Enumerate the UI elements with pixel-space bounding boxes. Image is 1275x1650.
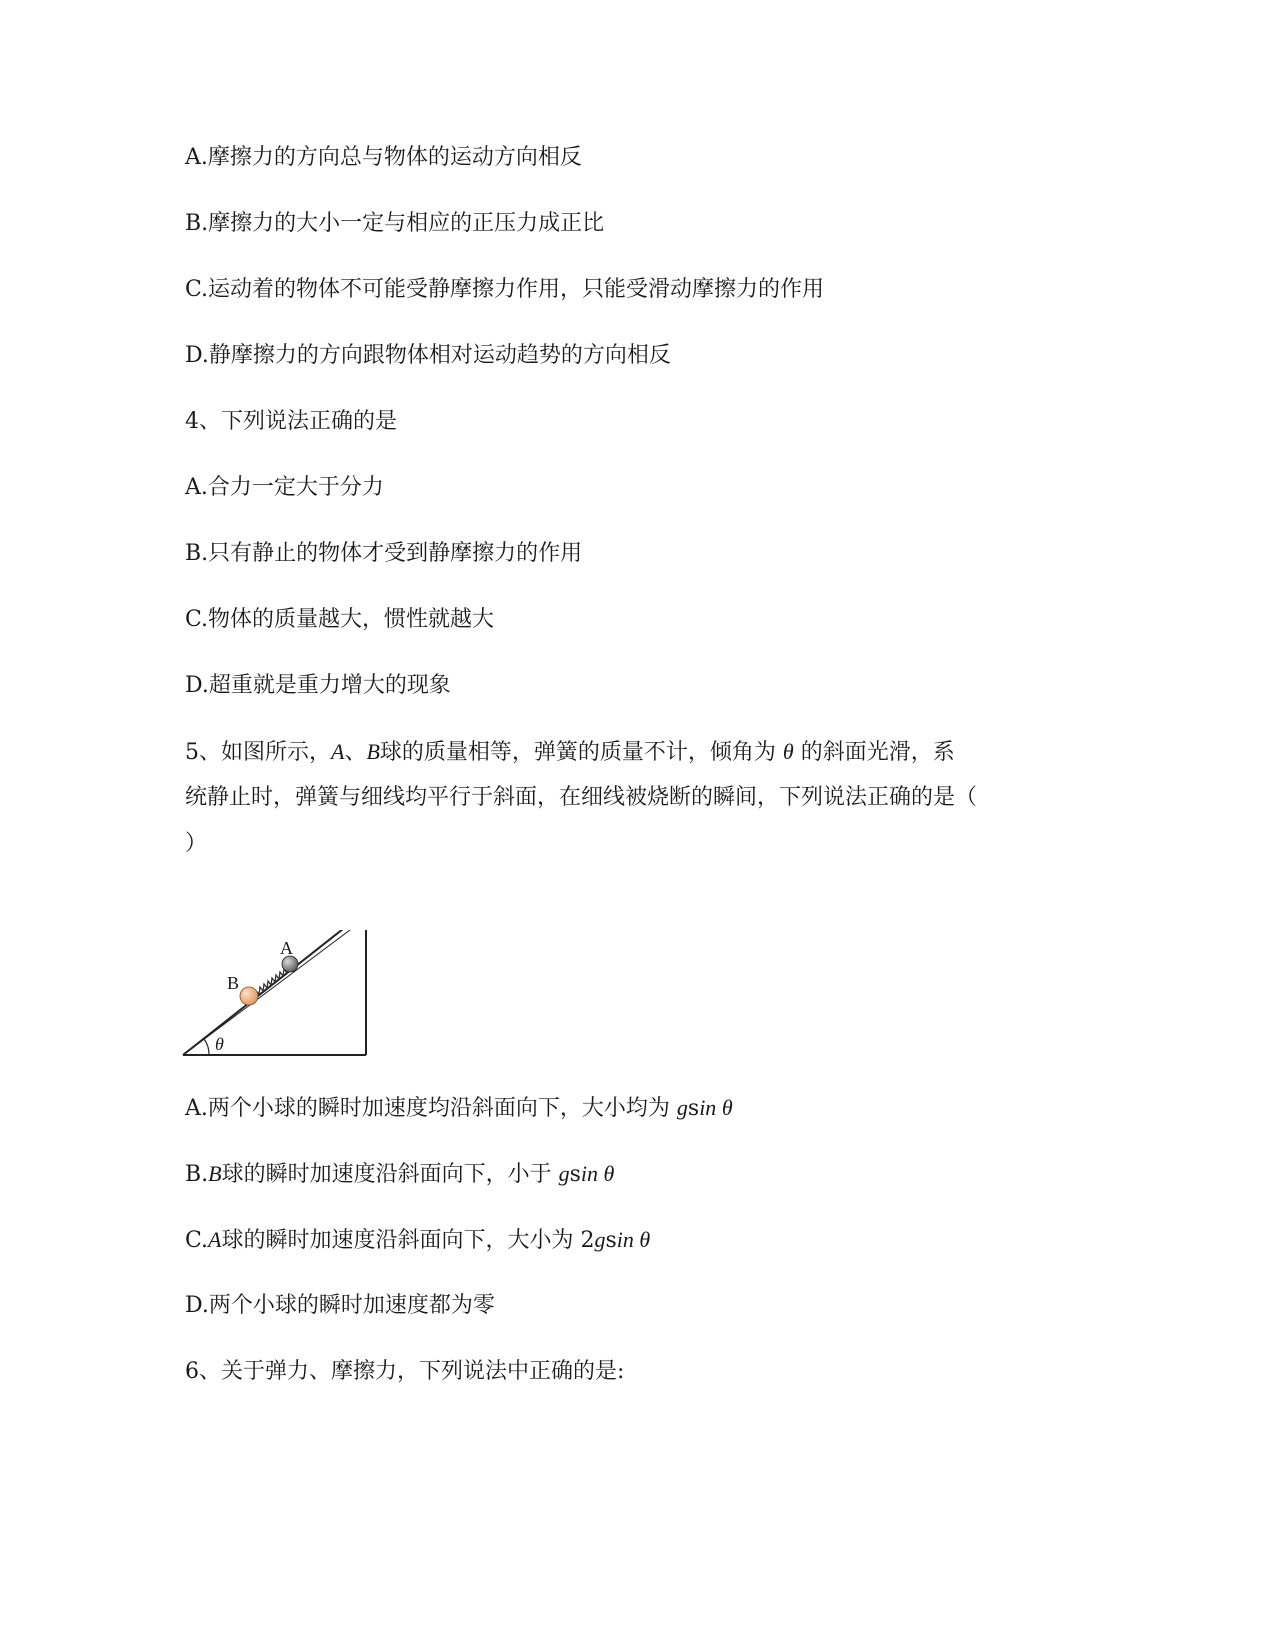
q5-var-b: B [366, 739, 380, 764]
q3-option-b: B.摩擦力的大小一定与相应的正压力成正比 [185, 211, 605, 236]
q5-var-a: A [331, 739, 345, 764]
ball-b [240, 987, 258, 1005]
q4-option-a: A.合力一定大于分力 [185, 475, 384, 500]
q5c-var: A [208, 1227, 222, 1252]
q5b-theta: θ [598, 1161, 615, 1186]
q5c-g: g [594, 1227, 606, 1252]
angle-arc [204, 1039, 209, 1055]
q5-option-d: D.两个小球的瞬时加速度都为零 [185, 1293, 495, 1318]
incline-slope [183, 930, 362, 1055]
q4-option-d: D.超重就是重力增大的现象 [185, 673, 451, 698]
q6-stem: 6、关于弹力、摩擦力，下列说法中正确的是: [185, 1359, 625, 1384]
q5b-s: s [569, 1162, 581, 1187]
q5c-s: s [605, 1228, 617, 1253]
incline-figure [180, 930, 390, 1120]
q5-stem-part-1: 5、如图所示， [185, 740, 331, 765]
ball-a [282, 956, 298, 972]
q5-option-b [185, 1159, 614, 1190]
q5b-prefix: B. [185, 1162, 209, 1187]
label-a: A [280, 938, 293, 958]
label-theta: θ [215, 1034, 224, 1054]
q5a-theta: θ [716, 1095, 733, 1120]
q5c-in: in [616, 1227, 634, 1252]
q5-stem-part-2: 球的质量相等，弹簧的质量不计，倾角为 [379, 740, 783, 765]
q5c-prefix: C. [185, 1228, 209, 1253]
q5-option-c [185, 1225, 650, 1256]
q5-option-a [185, 1093, 733, 1124]
q5b-var: B [208, 1161, 222, 1186]
q5-stem-line-2: 统静止时，弹簧与细线均平行于斜面，在细线被烧断的瞬间，下列说法正确的是（ [185, 785, 978, 810]
q5-stem-line-3: ） [185, 831, 208, 856]
q3-option-a: A.摩擦力的方向总与物体的运动方向相反 [185, 145, 582, 170]
q5b-g: g [558, 1161, 570, 1186]
q5a-g: g [676, 1095, 688, 1120]
q4-option-b: B.只有静止的物体才受到静摩擦力的作用 [185, 541, 583, 566]
q5c-theta: θ [633, 1227, 651, 1252]
q5b-in: in [580, 1161, 599, 1186]
q5-stem-part-3: 的斜面光滑，系 [793, 740, 955, 765]
q4-stem: 4、下列说法正确的是 [185, 409, 397, 434]
q3-option-d: D.静摩擦力的方向跟物体相对运动趋势的方向相反 [185, 343, 671, 368]
q5a-text: A.两个小球的瞬时加速度均沿斜面向下，大小均为 [185, 1096, 677, 1121]
q5-theta: θ [782, 739, 794, 764]
spring [256, 969, 287, 994]
q5-separator: 、 [344, 740, 367, 765]
label-b: B [227, 973, 240, 993]
q5c-text: 球的瞬时加速度沿斜面向下，大小为 2 [221, 1228, 595, 1253]
q3-option-c: C.运动着的物体不可能受静摩擦力作用，只能受滑动摩擦力的作用 [185, 277, 825, 302]
q5a-in: in [699, 1095, 717, 1120]
q5b-text: 球的瞬时加速度沿斜面向下，小于 [221, 1162, 559, 1187]
q4-option-c: C.物体的质量越大，惯性就越大 [185, 607, 495, 632]
q5-stem-line-1 [185, 737, 955, 768]
incline-surface [183, 930, 366, 1055]
q5a-s: s [687, 1096, 700, 1121]
